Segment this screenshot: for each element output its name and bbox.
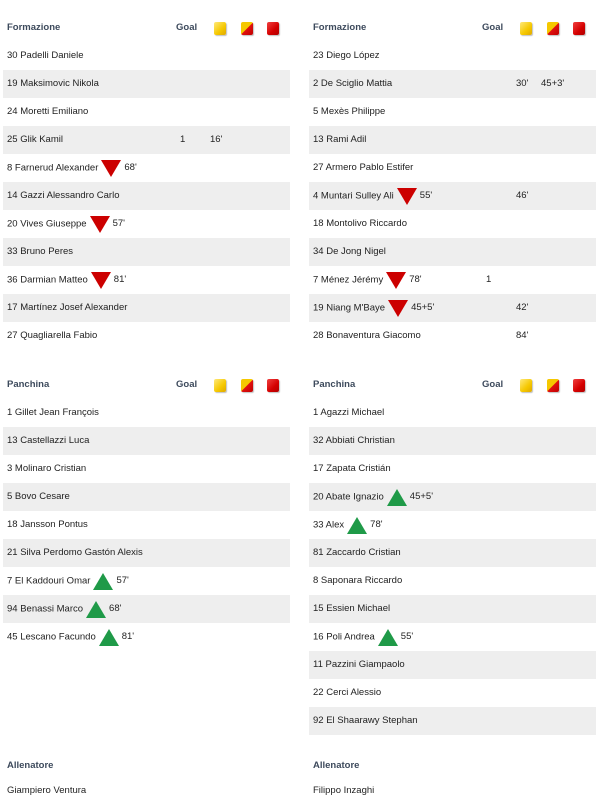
- player-cell: [7, 595, 121, 624]
- away-lineup-section: [309, 14, 596, 350]
- player-name: 19 Niang M'Baye: [313, 302, 386, 314]
- home-coach-name: Giampiero Ventura: [7, 785, 87, 796]
- player-cell: [7, 623, 134, 652]
- yellow-red-card-icon: [547, 379, 559, 392]
- player-name: 11 Pazzini Giampaolo: [313, 659, 405, 670]
- player-row: [3, 399, 290, 427]
- player-cell: [313, 539, 401, 567]
- home-lineup-section: [3, 14, 290, 350]
- goal-column-header: Goal: [482, 379, 504, 390]
- yellow-card-icon: [520, 22, 532, 35]
- player-cell: [7, 294, 127, 322]
- player-name: 20 Abate Ignazio: [313, 491, 384, 503]
- player-name: 27 Armero Pablo Estifer: [313, 162, 414, 173]
- player-row: [3, 98, 290, 126]
- yellow-card-minute: 46': [516, 190, 529, 201]
- substitution-minute: 45+5': [409, 491, 434, 502]
- player-row: [3, 567, 290, 595]
- player-name: 5 Bovo Cesare: [7, 491, 70, 502]
- red-card-icon: [573, 22, 585, 35]
- player-row: [3, 182, 290, 210]
- yellow-red-card-icon: [241, 379, 253, 392]
- section-header: [3, 371, 290, 399]
- substitution-minute: 57': [116, 575, 129, 586]
- substitution-out-icon: [397, 188, 417, 205]
- player-cell: [7, 399, 99, 427]
- yellow-card-minute: 42': [516, 302, 529, 313]
- player-name: 32 Abbiati Christian: [313, 435, 395, 446]
- player-row: [3, 154, 290, 182]
- player-row: [3, 623, 290, 651]
- player-row: [309, 511, 596, 539]
- player-cell: [313, 42, 380, 70]
- player-name: 36 Darmian Matteo: [7, 274, 88, 286]
- player-name: 3 Molinaro Cristian: [7, 463, 87, 474]
- goal-column-header: Goal: [176, 379, 198, 390]
- player-row: [309, 427, 596, 455]
- player-row: [3, 294, 290, 322]
- player-name: 8 Saponara Riccardo: [313, 575, 403, 586]
- away-coach-name: Filippo Inzaghi: [313, 785, 375, 796]
- player-row: [3, 483, 290, 511]
- player-name: 18 Jansson Pontus: [7, 519, 88, 530]
- player-name: 23 Diego López: [313, 50, 380, 61]
- substitution-in-icon: [347, 517, 367, 534]
- player-cell: [313, 210, 407, 238]
- player-name: 7 El Kaddouri Omar: [7, 575, 91, 587]
- player-row: [309, 266, 596, 294]
- player-name: 1 Agazzi Michael: [313, 407, 385, 418]
- player-cell: [313, 238, 386, 266]
- player-cell: [313, 651, 405, 679]
- section-title: Panchina: [313, 379, 356, 390]
- substitution-out-icon: [101, 160, 121, 177]
- player-cell: [7, 322, 97, 350]
- player-name: 94 Benassi Marco: [7, 603, 84, 615]
- section-title: Formazione: [313, 22, 367, 33]
- player-name: 8 Farnerud Alexander: [7, 162, 99, 174]
- player-row: [3, 322, 290, 350]
- player-row: [309, 567, 596, 595]
- player-row: [309, 539, 596, 567]
- section-header: [309, 14, 596, 42]
- section-title: Formazione: [7, 22, 61, 33]
- substitution-in-icon: [99, 629, 119, 646]
- player-row: [3, 595, 290, 623]
- player-name: 34 De Jong Nigel: [313, 246, 386, 257]
- player-cell: [313, 294, 434, 323]
- substitution-minute: 78': [409, 274, 422, 285]
- player-row: [3, 126, 290, 154]
- player-cell: [313, 154, 413, 182]
- player-row: [309, 126, 596, 154]
- player-name: 7 Ménez Jérémy: [313, 274, 384, 286]
- player-row: [3, 266, 290, 294]
- player-row: [309, 154, 596, 182]
- goal-column-header: Goal: [176, 22, 198, 33]
- yellow-red-card-icon: [547, 22, 559, 35]
- red-card-icon: [267, 379, 279, 392]
- player-cell: [7, 70, 99, 98]
- player-cell: [7, 238, 73, 266]
- substitution-out-icon: [386, 272, 406, 289]
- player-name: 17 Zapata Cristián: [313, 463, 391, 474]
- player-row: [3, 455, 290, 483]
- substitution-in-icon: [378, 629, 398, 646]
- substitution-out-icon: [91, 272, 111, 289]
- player-cell: [313, 182, 432, 211]
- player-name: 27 Quagliarella Fabio: [7, 330, 98, 341]
- player-cell: [313, 623, 413, 652]
- player-cell: [313, 567, 402, 595]
- player-name: 28 Bonaventura Giacomo: [313, 330, 421, 341]
- player-name: 15 Essien Michael: [313, 603, 391, 614]
- player-name: 33 Bruno Peres: [7, 246, 74, 257]
- player-cell: [7, 511, 88, 539]
- player-cell: [7, 483, 70, 511]
- player-cell: [7, 455, 86, 483]
- section-title: Panchina: [7, 379, 50, 390]
- substitution-minute: 81': [113, 274, 127, 285]
- player-cell: [313, 126, 366, 154]
- player-cell: [313, 266, 422, 295]
- away-coach-label: Allenatore: [313, 760, 360, 771]
- player-row: [309, 98, 596, 126]
- player-name: 2 De Sciglio Mattia: [313, 78, 393, 89]
- player-row: [309, 483, 596, 511]
- substitution-minute: 68': [124, 162, 137, 173]
- substitution-minute: 78': [370, 519, 383, 530]
- player-name: 45 Lescano Facundo: [7, 631, 96, 643]
- player-cell: [7, 427, 89, 455]
- yellow-card-icon: [214, 22, 226, 35]
- player-row: [309, 294, 596, 322]
- player-cell: [7, 154, 137, 183]
- player-cell: [7, 266, 126, 295]
- player-row: [309, 210, 596, 238]
- substitution-minute: 55': [400, 631, 414, 642]
- player-row: [3, 539, 290, 567]
- player-cell: [7, 539, 143, 567]
- player-row: [309, 70, 596, 98]
- player-row: [309, 595, 596, 623]
- section-header: [309, 371, 596, 399]
- player-cell: [7, 126, 63, 154]
- player-name: 16 Poli Andrea: [313, 631, 375, 643]
- player-row: [309, 238, 596, 266]
- yellow-card-icon: [520, 379, 532, 392]
- player-cell: [313, 322, 421, 350]
- player-name: 1 Gillet Jean François: [7, 407, 99, 418]
- player-name: 18 Montolivo Riccardo: [313, 218, 407, 229]
- red-card-icon: [267, 22, 279, 35]
- substitution-minute: 81': [121, 631, 135, 642]
- yellow-card-icon: [214, 379, 226, 392]
- yellow-card-minute: 16': [210, 134, 223, 145]
- player-row: [309, 399, 596, 427]
- player-row: [309, 623, 596, 651]
- player-cell: [7, 567, 129, 596]
- player-cell: [7, 98, 88, 126]
- player-name: 20 Vives Giuseppe: [7, 218, 87, 230]
- player-name: 19 Maksimovic Nikola: [7, 78, 99, 89]
- player-name: 13 Rami Adil: [313, 134, 367, 145]
- player-cell: [313, 679, 381, 707]
- player-name: 81 Zaccardo Cristian: [313, 547, 401, 558]
- player-row: [309, 455, 596, 483]
- player-row: [3, 70, 290, 98]
- player-name: 5 Mexès Philippe: [313, 106, 386, 117]
- player-cell: [7, 210, 125, 239]
- goal-count: 1: [180, 134, 186, 145]
- player-name: 13 Castellazzi Luca: [7, 435, 90, 446]
- yellow-card-minute: 30': [516, 78, 529, 89]
- player-name: 17 Martínez Josef Alexander: [7, 302, 128, 313]
- player-cell: [313, 455, 391, 483]
- player-row: [3, 42, 290, 70]
- substitution-in-icon: [387, 489, 407, 506]
- player-name: 4 Muntari Sulley Ali: [313, 190, 394, 202]
- substitution-minute: 55': [419, 190, 433, 201]
- player-row: [309, 651, 596, 679]
- yellow-red-card-icon: [241, 22, 253, 35]
- red-card-icon: [573, 379, 585, 392]
- home-bench-section: [3, 371, 290, 651]
- player-row: [309, 322, 596, 350]
- player-row: [309, 42, 596, 70]
- substitution-in-icon: [93, 573, 113, 590]
- player-name: 30 Padelli Daniele: [7, 50, 84, 61]
- substitution-in-icon: [86, 601, 106, 618]
- player-name: 25 Glik Kamil: [7, 134, 63, 145]
- player-cell: [313, 399, 384, 427]
- substitution-minute: 57': [112, 218, 125, 229]
- player-row: [3, 238, 290, 266]
- section-header: [3, 14, 290, 42]
- home-coach-label: Allenatore: [7, 760, 54, 771]
- player-cell: [313, 511, 383, 540]
- player-row: [3, 210, 290, 238]
- player-cell: [313, 595, 390, 623]
- player-cell: [313, 483, 433, 512]
- player-cell: [313, 98, 385, 126]
- player-cell: [7, 42, 84, 70]
- substitution-out-icon: [90, 216, 110, 233]
- player-cell: [313, 427, 395, 455]
- yellow-card-minute: 84': [516, 330, 529, 341]
- substitution-minute: 68': [109, 603, 122, 614]
- player-cell: [7, 182, 119, 210]
- player-row: [309, 182, 596, 210]
- player-row: [309, 707, 596, 735]
- goal-count: 1: [486, 274, 492, 285]
- player-cell: [313, 707, 418, 735]
- substitution-out-icon: [388, 300, 408, 317]
- goal-column-header: Goal: [482, 22, 504, 33]
- player-name: 24 Moretti Emiliano: [7, 106, 89, 117]
- red-card-minute: 45+3': [541, 78, 565, 89]
- player-name: 33 Alex: [313, 519, 345, 531]
- player-cell: [313, 70, 392, 98]
- away-bench-section: [309, 371, 596, 735]
- player-row: [3, 427, 290, 455]
- player-row: [3, 511, 290, 539]
- substitution-minute: 45+5': [411, 302, 435, 313]
- player-name: 21 Silva Perdomo Gastón Alexis: [7, 547, 143, 558]
- player-name: 92 El Shaarawy Stephan: [313, 715, 418, 726]
- player-row: [309, 679, 596, 707]
- player-name: 22 Cerci Alessio: [313, 687, 382, 698]
- player-name: 14 Gazzi Alessandro Carlo: [7, 190, 120, 201]
